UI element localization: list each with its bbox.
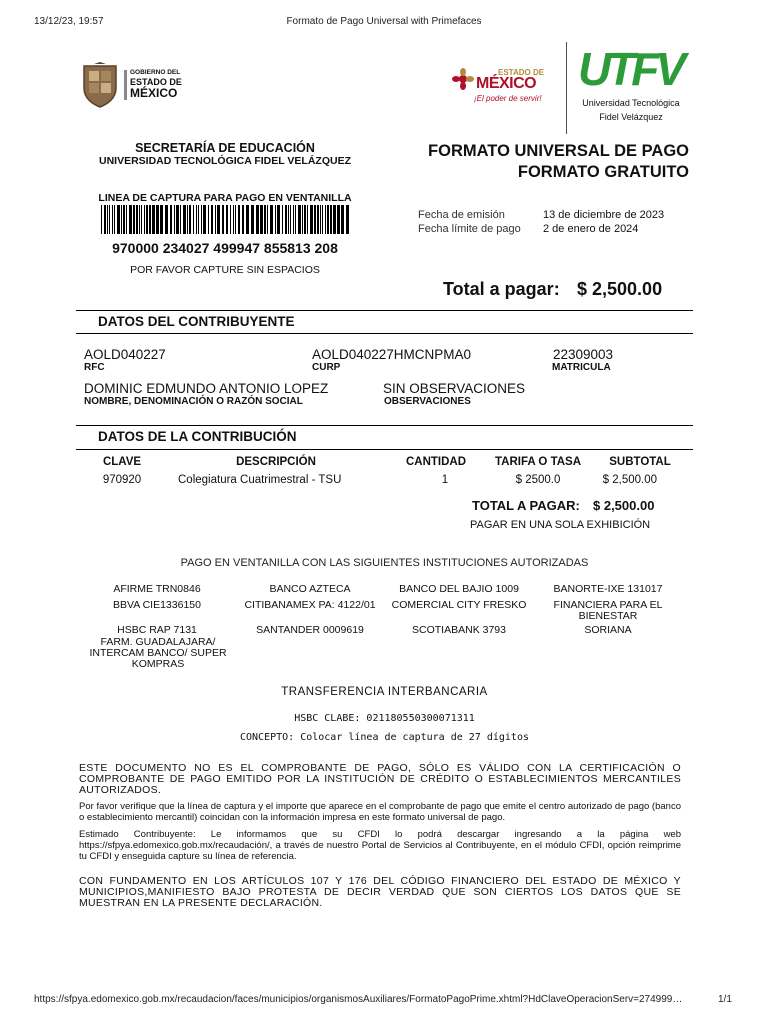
- header-cantidad: CANTIDAD: [405, 456, 467, 468]
- barcode-bar: [112, 205, 113, 234]
- barcode-bar: [320, 205, 321, 234]
- barcode-bar: [246, 205, 249, 234]
- nota-verifique: Por favor verifique que la línea de captura y el importe que aparece en el comprobante de pago que emite el centro autorizado de pago (banco o establecimiento mercantil) coincidan con la información impresa en este formato universal de pago.: [79, 801, 681, 823]
- divider: [76, 425, 693, 426]
- barcode: [101, 205, 351, 234]
- barcode-bar: [260, 205, 263, 234]
- bank-item: COMERCIAL CITY FRESKO: [391, 599, 527, 611]
- barcode-bar: [277, 205, 280, 234]
- contribuyente-title: DATOS DEL CONTRIBUYENTE: [98, 314, 295, 329]
- barcode-bar: [295, 205, 296, 234]
- barcode-bar: [126, 205, 127, 234]
- flower-icon: [452, 68, 474, 90]
- divider: [76, 333, 693, 334]
- cell-clave: 970920: [102, 474, 142, 486]
- barcode-bar: [183, 205, 186, 234]
- barcode-bar: [230, 205, 231, 234]
- barcode-bar: [189, 205, 191, 234]
- cell-subtotal: $ 2,500.00: [602, 474, 657, 486]
- rfc-label: RFC: [84, 362, 105, 373]
- slogan-label: ¡El poder de servir!: [474, 94, 542, 103]
- barcode-bar: [314, 205, 316, 234]
- barcode-bar: [226, 205, 228, 234]
- observaciones-value: SIN OBSERVACIONES: [383, 381, 526, 396]
- barcode-bar: [222, 205, 224, 234]
- secretaria-title: SECRETARÍA DE EDUCACIÓN: [135, 141, 315, 155]
- barcode-bar: [317, 205, 319, 234]
- barcode-bar: [235, 205, 236, 234]
- barcode-bar: [302, 205, 303, 234]
- total-value: $ 2,500.00: [577, 279, 663, 299]
- barcode-bar: [129, 205, 132, 234]
- barcode-bar: [238, 205, 240, 234]
- hsbc-clabe: HSBC CLABE: 021180550300071311: [294, 713, 475, 724]
- barcode-bar: [174, 205, 175, 234]
- captura-number: 970000 234027 499947 855813 208: [112, 240, 338, 256]
- barcode-bar: [333, 205, 336, 234]
- barcode-bar: [117, 205, 120, 234]
- barcode-bar: [293, 205, 294, 234]
- barcode-bar: [275, 205, 276, 234]
- barcode-bar: [196, 205, 197, 234]
- curp-label: CURP: [312, 362, 341, 373]
- barcode-bar: [133, 205, 135, 234]
- utfv-logo: [572, 44, 692, 128]
- mexico-label: MÉXICO: [130, 86, 178, 100]
- universidad-title: UNIVERSIDAD TECNOLÓGICA FIDEL VELÁZQUEZ: [98, 155, 351, 167]
- print-url: https://sfpya.edomexico.gob.mx/recaudacion/faces/municipios/organismosAuxiliares/FormatoPagoPrime.xhtml?HdClaveOperacionServ=274999…: [34, 994, 683, 1005]
- barcode-bar: [152, 205, 155, 234]
- observaciones-label: OBSERVACIONES: [384, 396, 471, 407]
- limite-value: 2 de enero de 2024: [543, 223, 639, 235]
- barcode-bar: [136, 205, 138, 234]
- bank-item: SANTANDER 0009619: [256, 624, 364, 636]
- bank-item: BANORTE-IXE 131017: [553, 583, 663, 595]
- mexico-big-label: MÉXICO: [476, 75, 537, 92]
- nota-fundamento: CON FUNDAMENTO EN LOS ARTÍCULOS 107 Y 176 DEL CÓDIGO FINANCIERO DEL ESTADO DE MÉXICO Y MUNICIPIOS,MANIFIESTO BAJO PROTESTA DE DECIR VERDAD QUE SON CIERTOS LOS DATOS QUE SE MUESTRAN EN LA PRESENTE DECLARACIÓN.: [79, 875, 681, 909]
- cell-cantidad: 1: [441, 474, 449, 486]
- barcode-bar: [180, 205, 181, 234]
- barcode-bar: [146, 205, 148, 234]
- barcode-bar: [264, 205, 266, 234]
- barcode-bar: [208, 205, 209, 234]
- bank-item: CITIBANAMEX PA: 4122/01: [244, 599, 376, 611]
- cell-tarifa: $ 2500.0: [515, 474, 561, 486]
- barcode-bar: [123, 205, 125, 234]
- transferencia-title: TRANSFERENCIA INTERBANCARIA: [281, 686, 488, 698]
- rfc-value: AOLD040227: [84, 347, 166, 362]
- barcode-bar: [139, 205, 140, 234]
- barcode-bar: [256, 205, 259, 234]
- exhibicion-note: PAGAR EN UNA SOLA EXHIBICIÓN: [470, 519, 651, 531]
- barcode-bar: [201, 205, 202, 234]
- barcode-bar: [217, 205, 220, 234]
- barcode-bar: [101, 205, 102, 234]
- barcode-bar: [307, 205, 308, 234]
- bank-item: BBVA CIE1336150: [113, 599, 201, 611]
- barcode-bar: [176, 205, 179, 234]
- barcode-bar: [285, 205, 287, 234]
- limite-label: Fecha límite de pago: [418, 223, 521, 235]
- barcode-bar: [282, 205, 283, 234]
- barcode-bar: [170, 205, 172, 234]
- utfv-mark: UTFV: [577, 43, 683, 95]
- header-clave: CLAVE: [102, 456, 142, 468]
- header-descripcion: DESCRIPCIÓN: [236, 456, 316, 468]
- barcode-bar: [304, 205, 306, 234]
- barcode-bar: [270, 205, 273, 234]
- concepto: CONCEPTO: Colocar línea de captura de 27 dígitos: [240, 732, 529, 743]
- barcode-bar: [322, 205, 323, 234]
- print-page-number: 1/1: [718, 994, 732, 1005]
- barcode-bar: [198, 205, 199, 234]
- barcode-bar: [330, 205, 332, 234]
- nombre-value: DOMINIC EDMUNDO ANTONIO LOPEZ: [84, 381, 329, 396]
- barcode-bar: [251, 205, 254, 234]
- curp-value: AOLD040227HMCNPMA0: [312, 347, 472, 362]
- barcode-bar: [109, 205, 110, 234]
- barcode-bar: [242, 205, 244, 234]
- barcode-bar: [267, 205, 268, 234]
- captura-title: LINEA DE CAPTURA PARA PAGO EN VENTANILLA: [98, 192, 352, 204]
- barcode-bar: [288, 205, 289, 234]
- barcode-bar: [337, 205, 340, 234]
- bank-item: FARM. GUADALAJARA/ INTERCAM BANCO/ SUPER KOMPRAS: [89, 636, 227, 670]
- barcode-bar: [141, 205, 142, 234]
- barcode-bar: [104, 205, 106, 234]
- barcode-bar: [187, 205, 188, 234]
- utfv-name-line1: Universidad Tecnológica: [582, 98, 680, 108]
- bank-item: SORIANA: [584, 624, 632, 636]
- barcode-bar: [107, 205, 108, 234]
- divider: [76, 310, 693, 311]
- nota-cfdi: Estimado Contribuyente: Le informamos que su CFDI lo podrá descargar ingresando a la página web https://sfpya.edomexico.gob.mx/recaudación/, a través de nuestro Portal de Servicios al Contribuyente, en el módulo CFDI, opción reimprime tu CFDI y enseguida capture su línea de referencia.: [79, 829, 681, 862]
- barcode-bar: [160, 205, 163, 234]
- barcode-bar: [144, 205, 145, 234]
- estado-de-small-label: ESTADO DE: [498, 68, 545, 77]
- escudo-icon: [80, 62, 120, 108]
- bank-item: FINANCIERA PARA EL BIENESTAR: [553, 599, 663, 622]
- emision-value: 13 de diciembre de 2023: [543, 209, 665, 221]
- barcode-bar: [156, 205, 159, 234]
- formato-universal-title: FORMATO UNIVERSAL DE PAGO: [428, 142, 689, 160]
- matricula-value: 22309003: [553, 347, 614, 362]
- print-datetime: 13/12/23, 19:57: [34, 16, 104, 27]
- barcode-bar: [203, 205, 206, 234]
- logo-divider: [566, 42, 567, 134]
- barcode-bar: [310, 205, 313, 234]
- total-label: Total a pagar:: [443, 279, 560, 299]
- barcode-bar: [149, 205, 151, 234]
- header-tarifa: TARIFA O TASA: [494, 456, 582, 468]
- barcode-bar: [121, 205, 122, 234]
- contribucion-title: DATOS DE LA CONTRIBUCIÓN: [98, 429, 297, 444]
- formato-gratuito-title: FORMATO GRATUITO: [517, 163, 689, 181]
- emision-label: Fecha de emisión: [418, 209, 505, 221]
- total-pagar-value: $ 2,500.00: [593, 498, 655, 513]
- barcode-bar: [215, 205, 216, 234]
- barcode-bar: [193, 205, 194, 234]
- utfv-name-line2: Fidel Velázquez: [599, 112, 663, 122]
- barcode-bar: [341, 205, 344, 234]
- bank-item: BANCO DEL BAJIO 1009: [399, 583, 519, 595]
- barcode-bar: [114, 205, 115, 234]
- barcode-bar: [165, 205, 168, 234]
- bank-item: SCOTIABANK 3793: [412, 624, 506, 636]
- divider: [76, 449, 693, 450]
- barcode-bar: [327, 205, 329, 234]
- estado-mexico-logo: [452, 64, 552, 108]
- captura-note: POR FAVOR CAPTURE SIN ESPACIOS: [130, 264, 320, 276]
- barcode-bar: [211, 205, 213, 234]
- header-subtotal: SUBTOTAL: [609, 456, 671, 468]
- matricula-label: MATRICULA: [552, 362, 611, 373]
- barcode-bar: [346, 205, 349, 234]
- nota-comprobante: ESTE DOCUMENTO NO ES EL COMPROBANTE DE PAGO, SÓLO ES VÁLIDO CON LA CERTIFICACIÓN O COMPROBANTE DE PAGO EMITIDO POR LA INSTITUCIÓN DE CRÉDITO O ESTABLECIMIENTOS MERCANTILES AUTORIZADOS.: [79, 762, 681, 796]
- gobierno-edomex-logo: [80, 62, 190, 110]
- bank-item: HSBC RAP 7131: [117, 624, 197, 636]
- bank-item: AFIRME TRN0846: [113, 583, 201, 595]
- nombre-label: NOMBRE, DENOMINACIÓN O RAZÓN SOCIAL: [84, 396, 303, 407]
- barcode-bar: [298, 205, 301, 234]
- cell-descripcion: Colegiatura Cuatrimestral - TSU: [178, 474, 342, 486]
- bank-item: BANCO AZTECA: [269, 583, 351, 595]
- instituciones-title: PAGO EN VENTANILLA CON LAS SIGUIENTES INSTITUCIONES AUTORIZADAS: [180, 557, 589, 569]
- barcode-bar: [290, 205, 291, 234]
- estado-de-label: ESTADO DE: [130, 77, 182, 87]
- gobierno-label: GOBIERNO DEL: [130, 69, 181, 76]
- print-title: Formato de Pago Universal with Primefaces: [286, 16, 482, 27]
- barcode-bar: [325, 205, 326, 234]
- barcode-bar: [233, 205, 234, 234]
- total-pagar-label: TOTAL A PAGAR:: [472, 498, 580, 513]
